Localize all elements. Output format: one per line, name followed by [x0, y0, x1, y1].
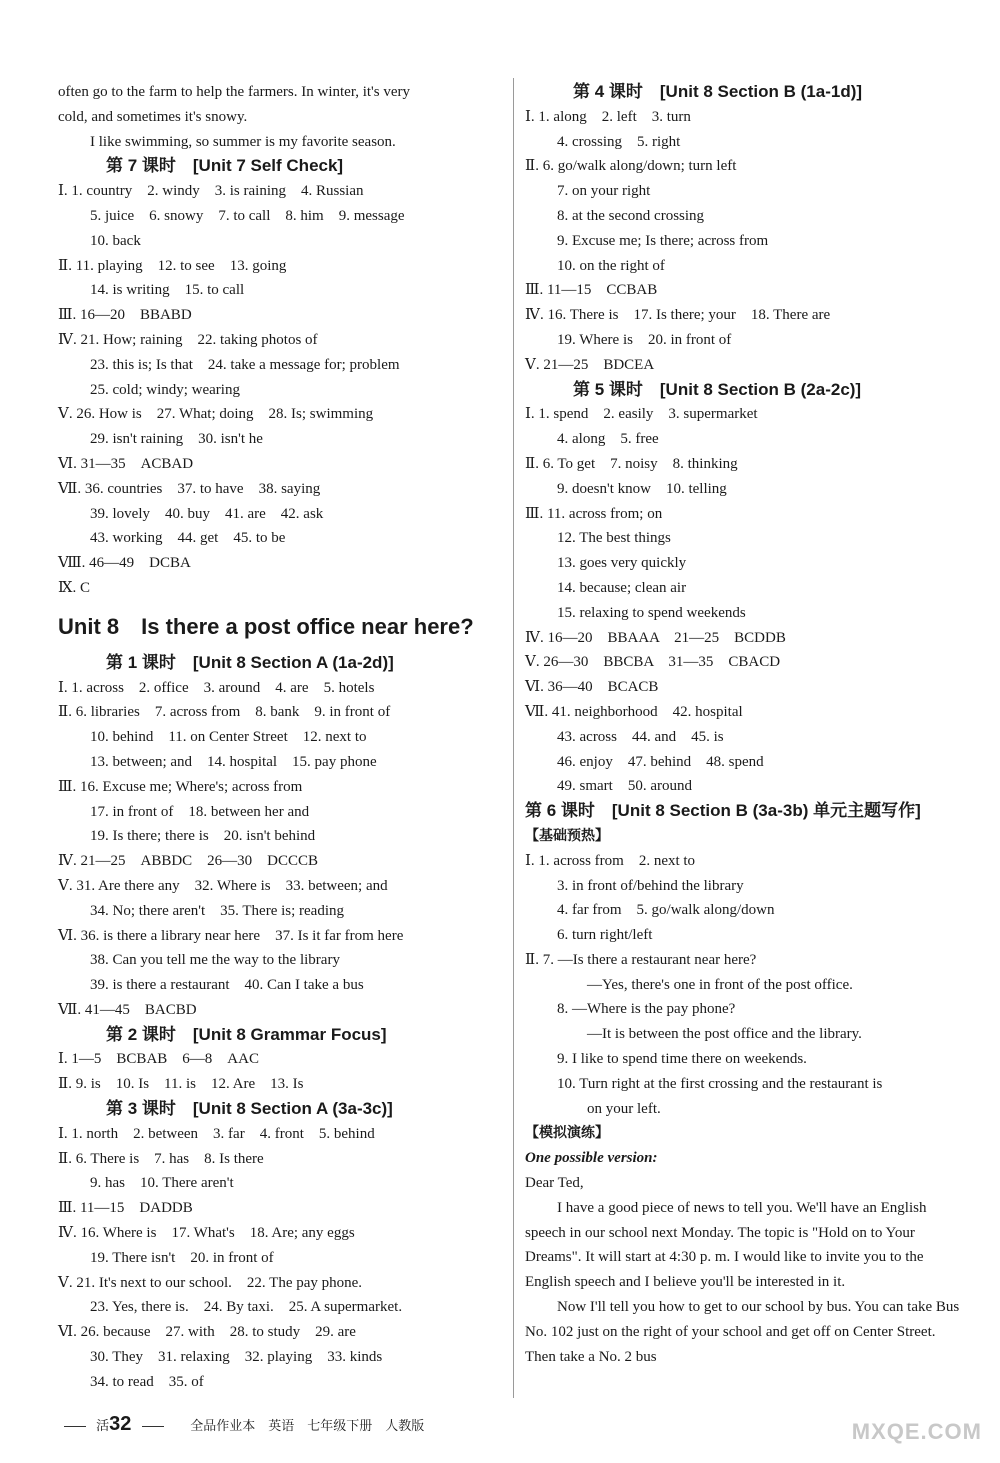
answer-line: Ⅷ. 46—49 DCBA — [58, 555, 191, 572]
answer-line: 6. turn right/left — [557, 927, 653, 944]
answer-line: Ⅰ. 1. spend 2. easily 3. supermarket — [525, 406, 758, 423]
page-number: 32 — [109, 1413, 132, 1435]
answer-line: 23. this is; Is that 24. take a message for; problem — [90, 356, 400, 373]
answer-line: 39. lovely 40. buy 41. are 42. ask — [90, 505, 324, 522]
answer-line: Ⅴ. 31. Are there any 32. Where is 33. between; and — [58, 877, 388, 894]
answer-line: 4. far from 5. go/walk along/down — [557, 902, 775, 919]
answer-line: 29. isn't raining 30. isn't he — [90, 431, 263, 448]
version-label: One possible version: — [525, 1150, 658, 1167]
answer-line: 30. They 31. relaxing 32. playing 33. kinds — [90, 1349, 383, 1366]
answer-line: 38. Can you tell me the way to the library — [90, 952, 340, 969]
right-column — [525, 80, 965, 1369]
lesson-6-heading: 第 6 课时 [Unit 8 Section B (3a-3b) 单元主题写作] — [525, 801, 921, 821]
answer-line: 43. working 44. get 45. to be — [90, 530, 286, 547]
letter-paragraph: Now I'll tell you how to get to our school by bus. You can take Bus No. 102 just on the right of your school and get off on Center Street. Then take a No. 2 bus — [525, 1299, 960, 1365]
answer-line: 49. smart 50. around — [557, 778, 692, 795]
answer-line: Ⅵ. 31—35 ACBAD — [58, 455, 194, 472]
answer-line: Ⅲ. 11—15 DADDB — [58, 1200, 193, 1217]
answer-line: 13. goes very quickly — [557, 555, 687, 572]
answer-line: Ⅰ. 1. across from 2. next to — [525, 852, 696, 869]
answer-line: 25. cold; windy; wearing — [90, 381, 240, 398]
answer-line: 10. back — [90, 232, 141, 249]
answer-line: 10. Turn right at the first crossing and the restaurant is — [557, 1075, 883, 1092]
answer-line: 9. Excuse me; Is there; across from — [557, 232, 769, 249]
answer-line: 19. There isn't 20. in front of — [90, 1249, 274, 1266]
intro-paragraph: I like swimming, so summer is my favorite season. — [90, 133, 396, 150]
warmup-label: 【基础预热】 — [525, 827, 609, 844]
answer-line: Ⅸ. C — [58, 579, 90, 596]
answer-line: 4. along 5. free — [557, 431, 659, 448]
answer-line: 43. across 44. and 45. is — [557, 728, 724, 745]
answer-line: 34. No; there aren't 35. There is; reading — [90, 902, 345, 919]
answer-line: 14. is writing 15. to call — [90, 282, 245, 299]
left-column — [58, 80, 503, 1395]
intro-line: often go to the farm to help the farmers. In winter, it's very — [58, 84, 410, 100]
page-footer — [58, 1413, 424, 1436]
answer-line: 15. relaxing to spend weekends — [557, 604, 746, 621]
answer-line: 13. between; and 14. hospital 15. pay phone — [90, 753, 377, 770]
answer-line: 14. because; clean air — [557, 579, 687, 596]
answer-line: Ⅳ. 16—20 BBAAA 21—25 BCDDB — [525, 629, 786, 646]
letter-paragraph: I have a good piece of news to tell you. We'll have an English speech in our school next Monday. The topic is "Hold on to Your Dreams". It will start at 4:30 p. m. I would like to invite you to the English speech and I believe you'll be interested in it. — [525, 1199, 927, 1291]
answer-line: Ⅱ. 6. go/walk along/down; turn left — [525, 158, 737, 175]
answer-line: Ⅰ. 1. north 2. between 3. far 4. front 5. behind — [58, 1125, 375, 1142]
answer-line: 12. The best things — [557, 530, 671, 547]
practice-label: 【模拟演练】 — [525, 1125, 609, 1142]
answer-line: 10. on the right of — [557, 257, 665, 274]
letter-greeting: Dear Ted, — [525, 1175, 584, 1192]
answer-line: Ⅰ. 1. country 2. windy 3. is raining 4. Russian — [58, 183, 364, 200]
answer-line: Ⅱ. 6. libraries 7. across from 8. bank 9. in front of — [58, 704, 391, 721]
answer-line: 4. crossing 5. right — [557, 133, 681, 150]
answer-line: Ⅲ. 16. Excuse me; Where's; across from — [58, 778, 303, 795]
answer-line: Ⅰ. 1. along 2. left 3. turn — [525, 108, 691, 125]
unit-8-title: Unit 8 Is there a post office near here? — [58, 613, 474, 639]
answer-line: Ⅳ. 16. Where is 17. What's 18. Are; any eggs — [58, 1225, 355, 1242]
answer-line: Ⅴ. 26. How is 27. What; doing 28. Is; swimming — [58, 406, 374, 423]
answer-line: 5. juice 6. snowy 7. to call 8. him 9. message — [90, 207, 405, 224]
answer-line: Ⅵ. 36—40 BCACB — [525, 679, 659, 696]
answer-line: Ⅴ. 21—25 BDCEA — [525, 356, 655, 373]
intro-line: cold, and sometimes it's snowy. — [58, 108, 248, 125]
answer-line: Ⅶ. 41. neighborhood 42. hospital — [525, 703, 743, 720]
answer-line: 17. in front of 18. between her and — [90, 803, 310, 820]
watermark: MXQE.COM — [851, 1419, 982, 1444]
answer-line: 34. to read 35. of — [90, 1373, 204, 1390]
answer-line: on your left. — [587, 1100, 661, 1117]
lesson-7-heading: 第 7 课时 [Unit 7 Self Check] — [106, 156, 344, 176]
answer-line: 46. enjoy 47. behind 48. spend — [557, 753, 764, 770]
lesson-1-heading: 第 1 课时 [Unit 8 Section A (1a-2d)] — [106, 652, 394, 672]
answer-line: Ⅶ. 36. countries 37. to have 38. saying — [58, 480, 321, 497]
answer-line: 8. at the second crossing — [557, 207, 705, 224]
answer-line: Ⅲ. 11—15 CCBAB — [525, 282, 658, 299]
answer-line: Ⅴ. 21. It's next to our school. 22. The pay phone. — [58, 1274, 363, 1291]
answer-line: Ⅱ. 9. is 10. Is 11. is 12. Are 13. Is — [58, 1076, 304, 1093]
lesson-4-heading: 第 4 课时 [Unit 8 Section B (1a-1d)] — [573, 82, 863, 101]
answer-line: Ⅳ. 16. There is 17. Is there; your 18. There are — [525, 307, 831, 324]
answer-line: 10. behind 11. on Center Street 12. next to — [90, 729, 367, 746]
answer-line: Ⅶ. 41—45 BACBD — [58, 1001, 197, 1018]
answer-line: Ⅱ. 11. playing 12. to see 13. going — [58, 257, 287, 274]
answer-line: 19. Is there; there is 20. isn't behind — [90, 828, 316, 845]
answer-line: Ⅲ. 16—20 BBABD — [58, 307, 192, 324]
answer-line: Ⅱ. 6. To get 7. noisy 8. thinking — [525, 455, 738, 472]
answer-line: 7. on your right — [557, 183, 651, 200]
answer-line: Ⅱ. 7. —Is there a restaurant near here? — [525, 951, 757, 968]
answer-line: 23. Yes, there is. 24. By taxi. 25. A supermarket. — [90, 1299, 403, 1316]
column-divider — [513, 78, 514, 1398]
answer-line: Ⅲ. 11. across from; on — [525, 505, 663, 522]
answer-line: 9. has 10. There aren't — [90, 1175, 234, 1192]
answer-line: 3. in front of/behind the library — [557, 877, 744, 894]
footer-dash — [64, 1426, 86, 1427]
answer-line: 19. Where is 20. in front of — [557, 331, 732, 348]
book-info: 全品作业本 英语 七年级下册 人教版 — [190, 1419, 425, 1434]
footer-prefix: 活 — [96, 1419, 110, 1434]
answer-line: Ⅳ. 21. How; raining 22. taking photos of — [58, 331, 318, 348]
answer-line: 9. doesn't know 10. telling — [557, 480, 727, 497]
answer-line: Ⅰ. 1. across 2. office 3. around 4. are 5. hotels — [58, 679, 375, 696]
answer-line: 8. —Where is the pay phone? — [557, 1001, 736, 1018]
footer-dash — [142, 1426, 164, 1427]
lesson-2-heading: 第 2 课时 [Unit 8 Grammar Focus] — [106, 1024, 387, 1044]
answer-line: —It is between the post office and the library. — [587, 1026, 862, 1043]
answer-line: 39. is there a restaurant 40. Can I take a bus — [90, 977, 364, 994]
answer-line: Ⅱ. 6. There is 7. has 8. Is there — [58, 1150, 264, 1167]
lesson-3-heading: 第 3 课时 [Unit 8 Section A (3a-3c)] — [106, 1099, 393, 1119]
answer-line: Ⅰ. 1—5 BCBAB 6—8 AAC — [58, 1051, 259, 1068]
answer-line: 9. I like to spend time there on weekends. — [557, 1051, 807, 1068]
answer-line: Ⅵ. 36. is there a library near here 37. Is it far from here — [58, 927, 404, 944]
answer-line: Ⅴ. 26—30 BBCBA 31—35 CBACD — [525, 654, 781, 671]
answer-line: Ⅵ. 26. because 27. with 28. to study 29. are — [58, 1324, 356, 1341]
answer-line: Ⅳ. 21—25 ABBDC 26—30 DCCCB — [58, 853, 319, 870]
answer-line: —Yes, there's one in front of the post office. — [587, 976, 853, 993]
lesson-5-heading: 第 5 课时 [Unit 8 Section B (2a-2c)] — [573, 379, 862, 399]
